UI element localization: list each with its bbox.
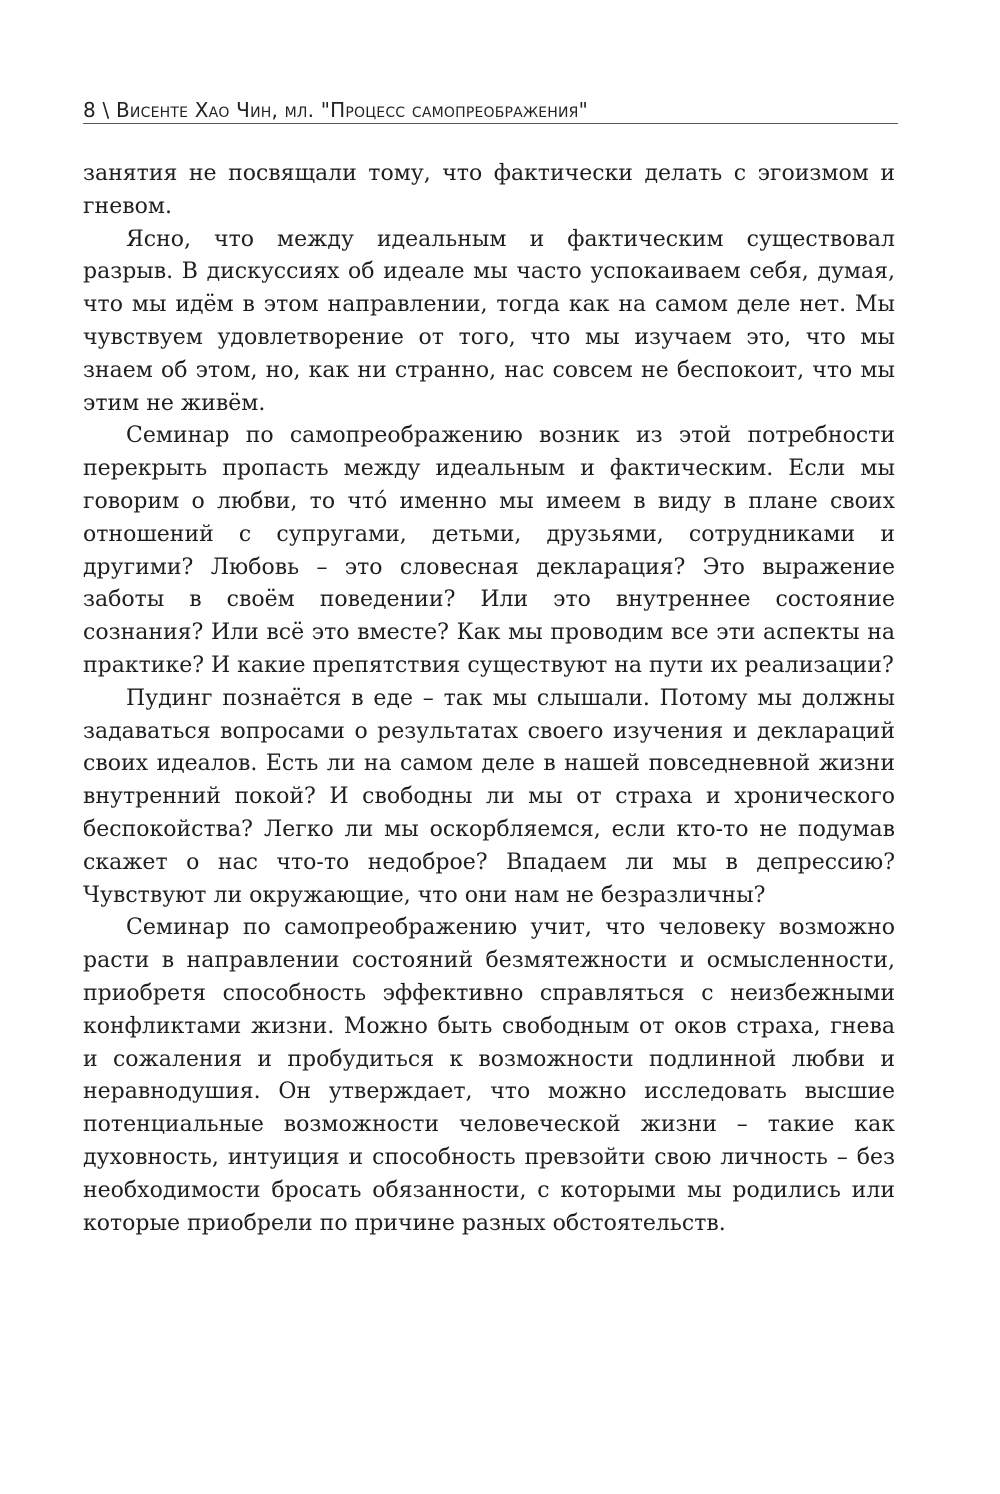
header-separator: \ (102, 98, 110, 122)
paragraph-2: Ясно, что между идеальным и фактическим существовал разрыв. В дискуссиях об идеале мы часто успокаиваем себя, думая, что мы идём в этом направлении, тогда как на самом деле нет. Мы чувствуем удовлетворение от того, что мы изучаем это, что мы знаем об этом, но, как ни странно, нас совсем не беспокоит, что мы этим не живём. (83, 226, 895, 416)
page-number: 8 (83, 98, 96, 122)
running-head (83, 98, 898, 122)
running-title: Висенте Хао Чин, мл. "Процесс самопреображения" (116, 98, 589, 122)
paragraph-3: Семинар по самопреображению возник из этой потребности перекрыть пропасть между идеальным и фактическим. Если мы говорим о любви, то что́ именно мы имеем в виду в плане своих отношений с супругами, детьми, друзьями, сотрудниками и другими? Любовь – это словесная декларация? Это выражение заботы в своём поведении? Или это внутреннее состояние сознания? Или всё это вместе? Как мы проводим все эти аспекты на практике? И какие препятствия существуют на пути их реализации? (83, 423, 895, 678)
paragraph-5: Семинар по самопреображению учит, что человеку возможно расти в направлении состояний безмятежности и осмысленности, приобретя способность эффективно справляться с неизбежными конфликтами жизни. Можно быть свободным от оков страха, гнева и сожаления и пробудиться к возможности подлинной любви и неравнодушия. Он утверждает, что можно исследовать высшие потенциальные возможности человеческой жизни – такие как духовность, интуиция и способность превзойти свою личность – без необходимости бросать обязанности, с которыми мы родились или которые приобрели по причине разных обстоятельств. (83, 915, 895, 1236)
paragraph-1: занятия не посвящали тому, что фактически делать с эгоизмом и гневом. (83, 161, 895, 219)
paragraph-4: Пудинг познаётся в еде – так мы слышали. Потому мы должны задаваться вопросами о результатах своего изучения и деклараций своих идеалов. Есть ли на самом деле в нашей повседневной жизни внутренний покой? И свободны ли мы от страха и хронического беспокойства? Легко ли мы оскорбляемся, если кто-то не подумав скажет о нас что-то недоброе? Впадаем ли мы в депрессию? Чувствуют ли окружающие, что они нам не безразличны? (83, 685, 895, 908)
header-rule (83, 123, 898, 124)
body-text (83, 158, 895, 1240)
